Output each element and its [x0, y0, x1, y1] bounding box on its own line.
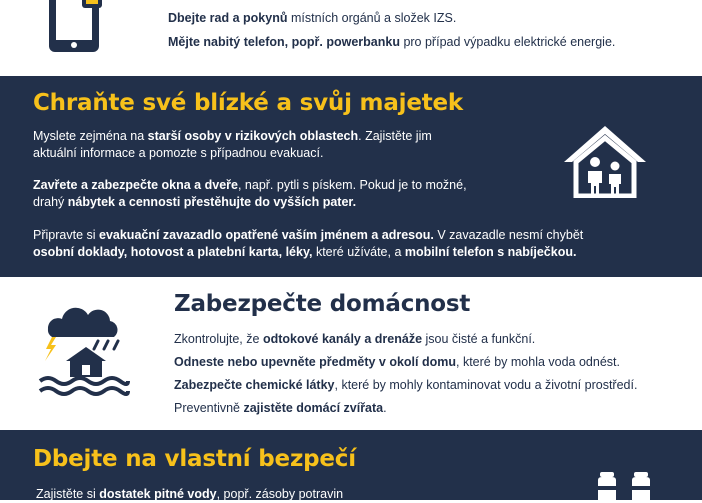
section-protect — [0, 76, 702, 277]
section-safety — [0, 430, 702, 500]
top-line-2: Mějte nabitý telefon, popř. powerbanku pro případ výpadku elektrické energie. — [168, 35, 616, 49]
paragraph-elderly: Myslete zejména na starší osoby v rizikových oblastech. Zajistěte jim aktuální informace a pomozte s případnou evakuací. — [33, 129, 432, 160]
top-section — [0, 0, 702, 76]
section-title: Zabezpečte domácnost — [174, 291, 471, 317]
line-chemicals: Zabezpečte chemické látky, které by mohly kontaminovat vodu a životní prostředí. — [174, 378, 638, 392]
house-family-icon — [562, 124, 648, 198]
flood-house-icon — [36, 307, 132, 399]
paragraph-evacuation: Připravte si evakuační zavazadlo opatřené vaším jménem a adresou. V zavazadle nesmí chybět osobní doklady, hotovost a platební karta, léky, které užíváte, a mobilní telefon s nabíječkou. — [33, 228, 584, 259]
line-objects: Odneste nebo upevněte předměty v okolí domu, které by mohla voda odnést. — [174, 355, 620, 369]
section-title: Dbejte na vlastní bezpečí — [33, 446, 356, 472]
section-title: Chraňte své blízké a svůj majetek — [33, 90, 464, 116]
line-animals: Preventivně zajistěte domácí zvířata. — [174, 401, 387, 415]
section-household — [0, 277, 702, 430]
top-line-1: Dbejte rad a pokynů místních orgánů a složek IZS. — [168, 11, 457, 25]
line-water: Zajistěte si dostatek pitné vody, popř. zásoby potravin — [36, 487, 344, 501]
line-drains: Zkontrolujte, že odtokové kanály a drenáže jsou čisté a funkční. — [174, 332, 536, 346]
paragraph-windows: Zavřete a zabezpečte okna a dveře, např. pytli s pískem. Pokud je to možné, drahý nábytek a cennosti přestěhujte do vyšších pater. — [33, 178, 467, 209]
phone-icon — [46, 0, 106, 56]
water-bottles-icon — [594, 470, 664, 500]
